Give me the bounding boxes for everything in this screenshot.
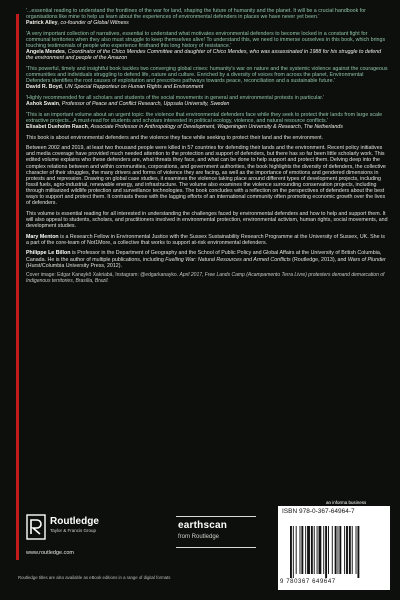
quote-role: , Coordinator of the Chico Mendes Committee and daughter of Chico Mendes, who was assassinated in 1988 for his struggle to defend the environment and people of the Amazon — [26, 49, 382, 62]
endorsement-quote — [26, 95, 388, 107]
quote-text: 'This is an important volume about an urgent topic: the violence that environmental defenders face while they seek to protect their lands from large scale extractive projects...A must-read for students and scholars interested in political ecology, violence, and natural resource conflicts.' — [26, 111, 383, 124]
publisher-url[interactable]: www.routledge.com — [26, 550, 74, 556]
accent-stripe — [16, 14, 19, 560]
endorsement-quote — [26, 66, 388, 90]
blurb-paragraph: Between 2002 and 2019, at least two thousand people were killed in 57 countries for defending their lands and the environment. Recent policy initiatives and media coverage have provided much needed attention to the protection and support of defenders, but there has so far been little scholarly work. This edited volume explains who these defenders are, what threats they face, and what can be done to help support and protect them. Delving deep into the complex relations between and within communities, corporations, and government authorities, the book highlights the diversity of defenders, the collective character of their struggles, the many drivers and forms of violence they are facing, as well as the importance of emotions and gendered dimensions in protests and repression. Drawing on global case studies, it examines the violence taking place around different types of development projects, including fossil fuels, agro-industrial, renewable energy, and infrastructure. The volume also examines the violence surrounding conservation projects, including through militarized wildlife protection and surveillance technologies. The book concludes with a reflection on the perspectives of defenders about the best ways to support and protect them. It contrasts these with the lagging efforts of an international community often promoting economic growth over the lives of defenders. — [26, 145, 386, 207]
quote-text: 'This powerful, timely and insightful book tackles two converging global crises: humanity's war on nature and the systemic violence against the courageous communities and individuals struggling to defend life, nature and culture. Enriched by a diversity of voices from across the planet, Environmental Defenders identifies the root causes of exploitation and prescribes pathways towards peace, reconciliation and a sustainable future.' — [26, 65, 388, 85]
editor-bio — [26, 250, 388, 268]
book-title: Wars of Plunder — [347, 256, 386, 263]
back-cover-text — [26, 8, 388, 285]
quote-attribution — [26, 20, 388, 26]
ebook-note: Routledge titles are also available as eBook editions in a range of digital formats — [18, 575, 171, 580]
quote-author: Ashok Swain — [26, 101, 59, 107]
editor-name: Mary Menton — [26, 233, 59, 240]
barcode-number: 9 780367 649647 — [280, 579, 336, 585]
quote-author: Patrick Alley — [26, 20, 58, 27]
editor-bio-text: is Professor in the Department of Geography and the School of Public Policy and Global Affairs at the University of British Columbia, Canada. He is the author of multiple publications, including — [26, 250, 382, 263]
endorsement-quote — [26, 112, 388, 130]
quote-author: David R. Boyd — [26, 84, 62, 91]
quote-attribution — [26, 49, 388, 61]
cover-credit-description: April 2017, Free Lands Camp (Acampamento Terra Livre) protesters demand demarcation of Indigenous territories, Brasília, Brazil. — [26, 272, 385, 285]
quote-attribution — [26, 101, 388, 107]
quote-author: Elisabet Dueholm Rasch — [26, 123, 88, 130]
cover-image-credit — [26, 273, 388, 285]
quote-role: , UN Special Rapporteur on Human Rights and Environment — [61, 84, 204, 91]
editor-bio-text: (Routledge, 2013), and — [290, 256, 348, 263]
book-title: Fuelling War: Natural Resources and Armed Conflicts — [165, 256, 291, 263]
quote-attribution — [26, 84, 388, 90]
publisher-name: Routledge — [50, 516, 99, 527]
quote-role: , Professor of Peace and Conflict Research, Uppsala University, Sweden — [58, 101, 230, 107]
barcode-icon — [288, 526, 382, 578]
editor-bio — [26, 234, 388, 246]
earthscan-sub: from Routledge — [178, 534, 220, 540]
quote-author: Angela Mendes — [26, 49, 65, 56]
quote-role: , Associate Professor in Anthropology of Development, Wageningen University & Research, The Netherlands — [87, 123, 343, 130]
endorsement-quote — [26, 31, 388, 61]
blurb-paragraph: This book is about environmental defenders and the violence they face while seeking to protect their land and the environment. — [26, 134, 324, 141]
endorsement-quote — [26, 8, 388, 26]
quote-text: 'A very important collection of narratives, essential to understand what motivates environmental defenders to become locked in a constant fight for communal territories when they also must struggle to keep themselves alive! To understand this, we need to immerse ourselves in this book, which brings touching testimonials of people who experience firsthand this long history of resistance.' — [26, 30, 386, 50]
quote-text: '...essential reading to understand the frontlines of the war for land, shaping the future of humanity and the planet. It will be a crucial handbook for organisations like mine to help us learn about the experiences of environmental defenders in places we have never yet been.' — [26, 8, 366, 21]
editor-name: Philippe Le Billon — [26, 250, 71, 257]
quote-attribution — [26, 124, 388, 130]
informa-imprint: an informa business — [326, 500, 367, 505]
earthscan-name: earthscan — [178, 520, 228, 531]
cover-credit-text: Cover image: Edgar Kanaykõ Xakriabá, Instagram: @edgarkanayko. — [26, 272, 180, 279]
back-cover-footer — [18, 500, 388, 592]
publisher-group: Taylor & Francis Group — [50, 528, 97, 533]
earthscan-logo — [176, 516, 256, 548]
isbn: ISBN 978-0-367-64964-7 — [282, 508, 355, 515]
barcode-box — [278, 506, 390, 590]
quote-text: 'Highly recommended for all scholars and students of the social movements in general and environmental protests in particular.' — [26, 94, 325, 101]
editor-bio-text: (Hurst/Columbia University Press, 2012). — [26, 262, 122, 269]
blurb-paragraph: This volume is essential reading for all interested in understanding the challenges faced by environmental defenders and how to help and support them. It will also appeal to students, scholars, and practitioners involved in environmental protection, environmental activism, human rights, social movements, and development studies. — [26, 210, 388, 229]
routledge-logo — [26, 514, 116, 544]
routledge-mark-icon — [26, 514, 46, 540]
editor-bio-text: is a Research Fellow in Environmental Justice with the Sussex Sustainability Research Programme at the University of Sussex, UK. She is a part of the core-team of Not1More, a collective that works to support at-risk environmental defenders. — [26, 233, 385, 246]
quote-role: , co-founder of Global Witness — [57, 20, 129, 27]
